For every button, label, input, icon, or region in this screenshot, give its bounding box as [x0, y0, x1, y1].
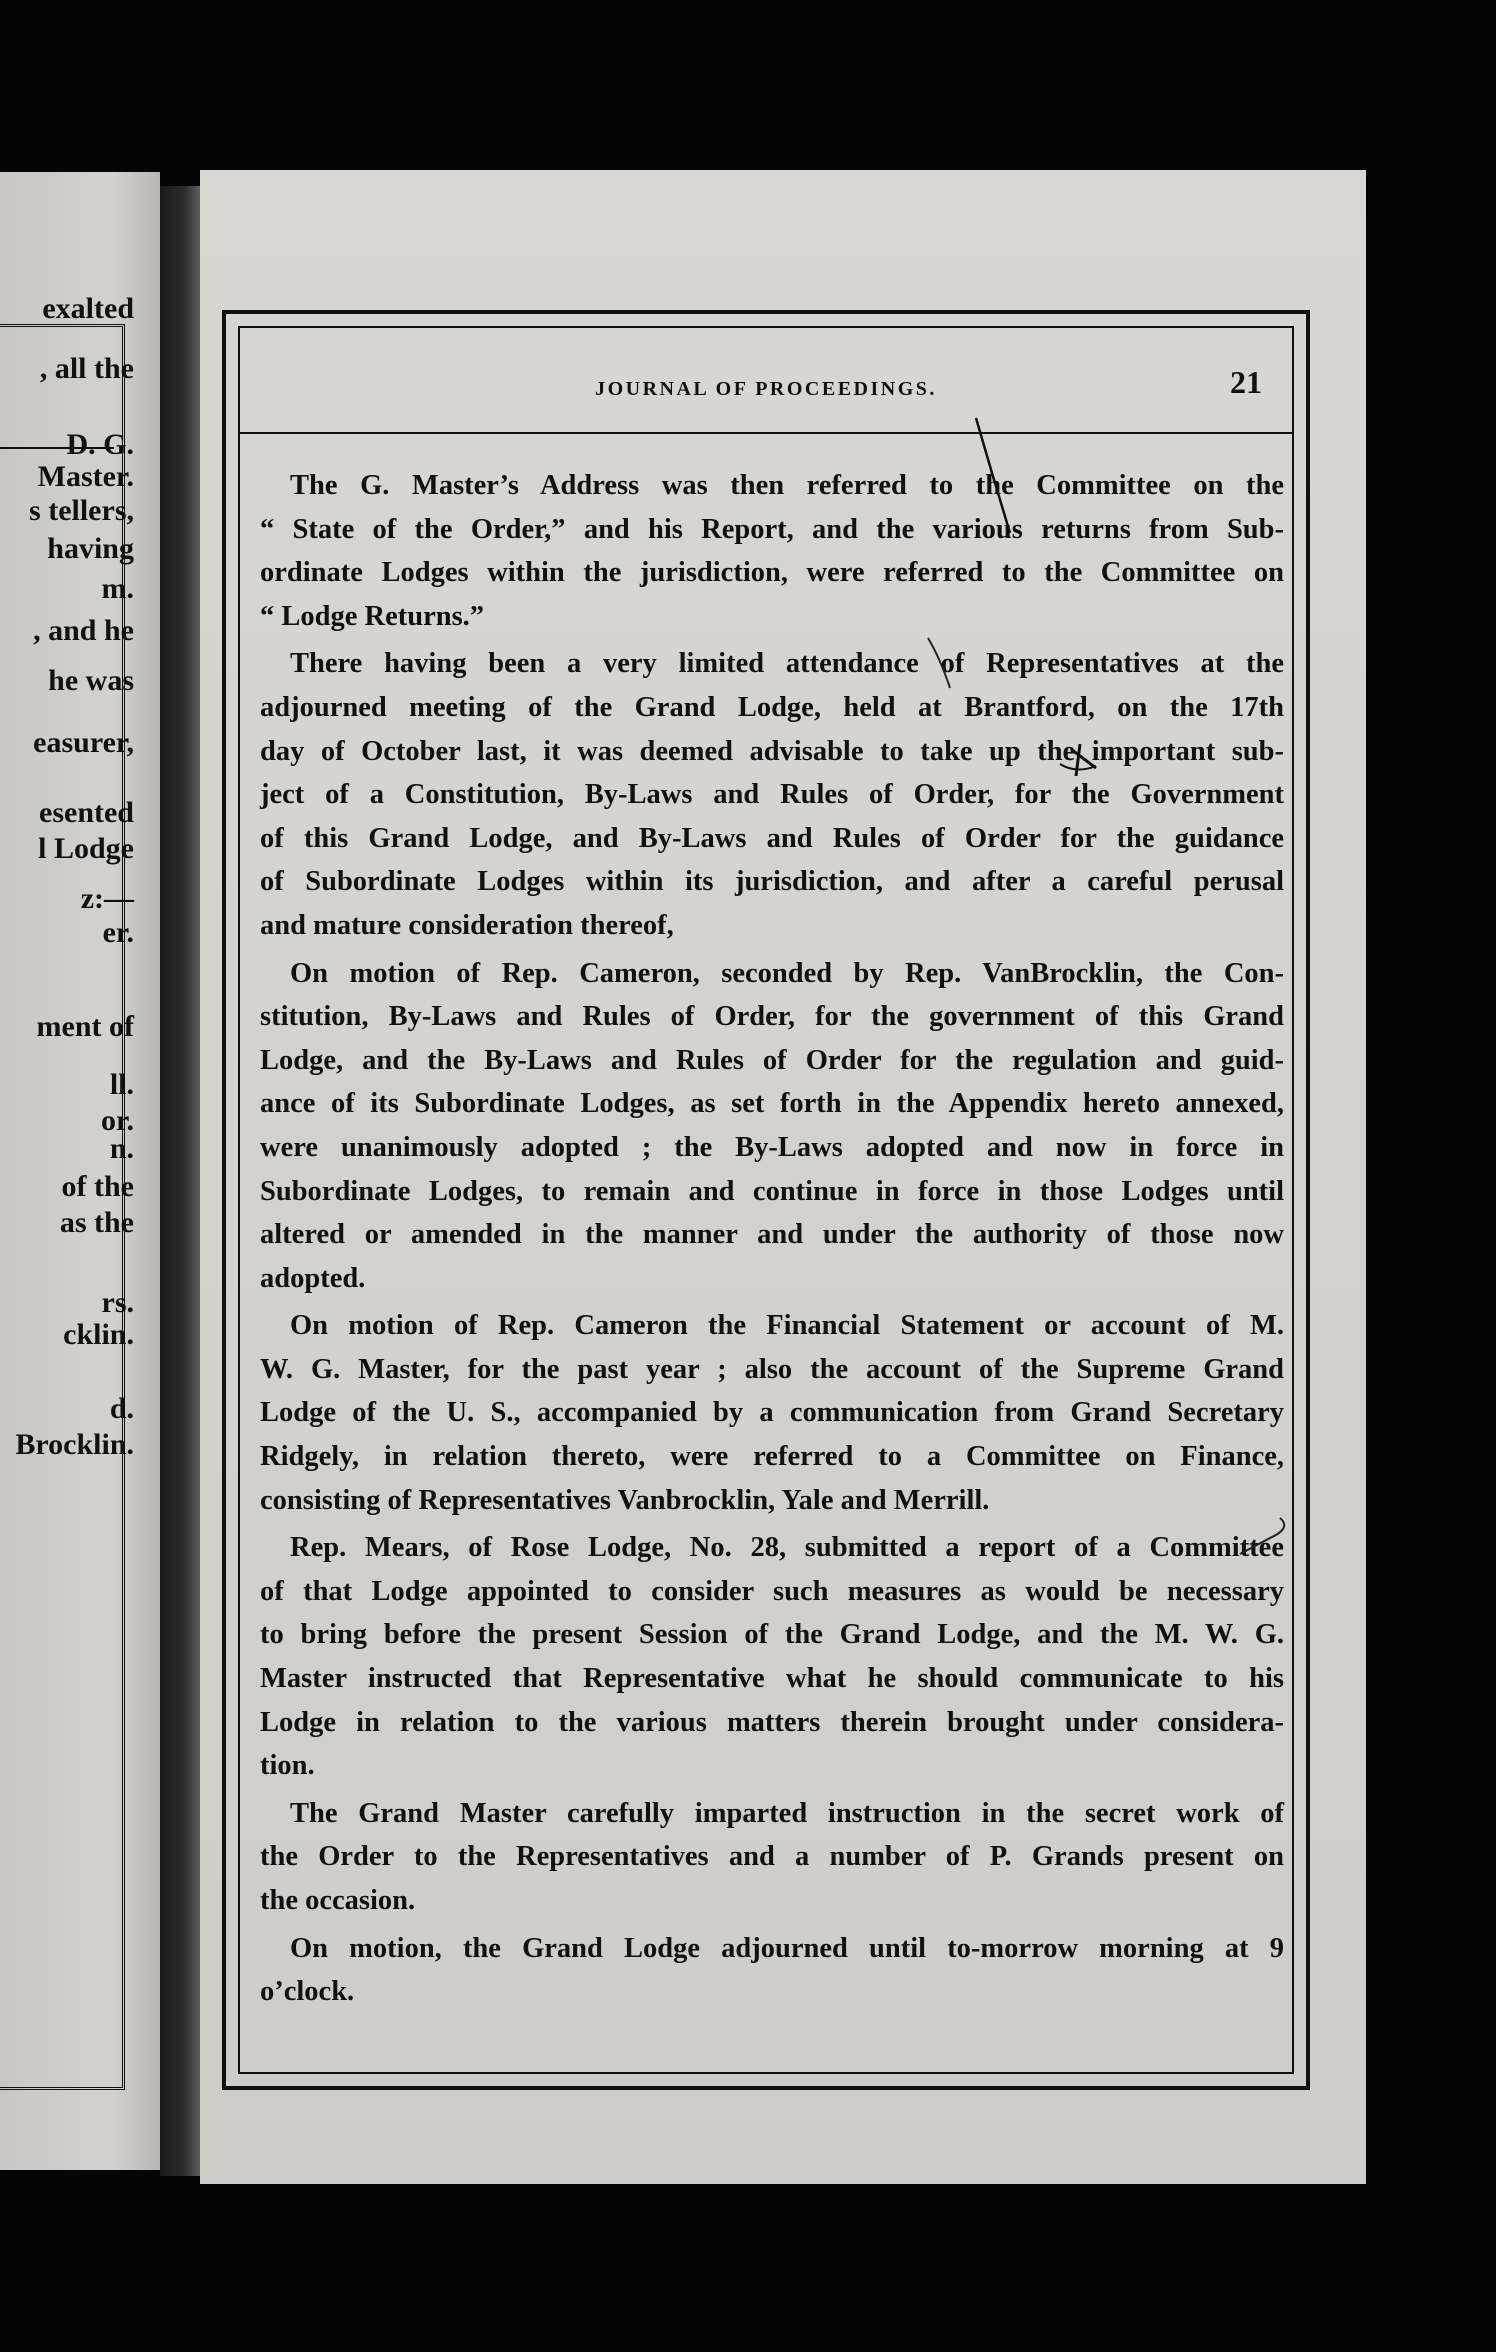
paragraph — [260, 1304, 1284, 1522]
text-line: tion. — [260, 1750, 315, 1782]
text-line: altered or amended in the manner and under the authority of those now — [260, 1219, 1284, 1251]
text-line: Lodge in relation to the various matters therein brought under considera- — [260, 1706, 1284, 1738]
previous-page-line: d. — [109, 1392, 134, 1425]
previous-page-line: Brocklin. — [15, 1428, 134, 1461]
previous-page-line: or. — [100, 1104, 134, 1137]
text-line: Lodge of the U. S., accompanied by a communication from Grand Secretary — [260, 1397, 1284, 1429]
previous-page-line: l Lodge — [38, 832, 134, 865]
text-line: o’clock. — [260, 1976, 355, 2008]
previous-page-line: having — [47, 532, 134, 565]
body-text — [260, 464, 1284, 2018]
book-page — [200, 170, 1366, 2184]
previous-page-line: of the — [61, 1170, 134, 1203]
paragraph — [260, 642, 1284, 947]
text-line: day of October last, it was deemed advisable to take up the important sub- — [260, 735, 1284, 767]
text-line: of this Grand Lodge, and By-Laws and Rules of Order for the guidance — [260, 822, 1284, 854]
previous-page-line: n. — [109, 1132, 134, 1165]
running-head: JOURNAL OF PROCEEDINGS. — [595, 378, 937, 400]
text-line: “ Lodge Returns.” — [260, 600, 485, 632]
previous-page-line: s tellers, — [29, 494, 134, 527]
text-line: of that Lodge appointed to consider such measures as would be necessary — [260, 1575, 1284, 1607]
previous-page-line: z:— — [80, 882, 134, 915]
text-line: On motion of Rep. Cameron, seconded by Rep. VanBrocklin, the Con- — [290, 957, 1284, 989]
page-number: 21 — [1230, 364, 1262, 400]
previous-page-line: Master. — [37, 460, 134, 493]
text-line: Master instructed that Representative what he should communicate to his — [260, 1663, 1284, 1695]
page-border — [222, 310, 1310, 2090]
text-line: of Subordinate Lodges within its jurisdiction, and after a careful perusal — [260, 866, 1284, 898]
previous-page-line: D. G. — [66, 428, 134, 461]
text-line: “ State of the Order,” and his Report, and the various returns from Sub- — [260, 513, 1284, 545]
previous-page-line: exalted — [42, 292, 134, 325]
text-line: adjourned meeting of the Grand Lodge, held at Brantford, on the 17th — [260, 691, 1284, 723]
text-line: the Order to the Representatives and a number of P. Grands present on — [260, 1841, 1284, 1873]
text-line: consisting of Representatives Vanbrocklin, Yale and Merrill. — [260, 1484, 990, 1516]
previous-page-line: ll. — [109, 1068, 134, 1101]
text-line: The Grand Master carefully imparted instruction in the secret work of — [290, 1797, 1284, 1829]
previous-page-line: er. — [102, 916, 134, 949]
text-line: ject of a Constitution, By-Laws and Rules of Order, for the Government — [260, 779, 1284, 811]
text-line: Rep. Mears, of Rose Lodge, No. 28, submitted a report of a Committee — [290, 1532, 1284, 1564]
text-line: On motion, the Grand Lodge adjourned until to-morrow morning at 9 — [290, 1932, 1284, 1964]
header-rule — [240, 432, 1292, 434]
text-line: to bring before the present Session of the Grand Lodge, and the M. W. G. — [260, 1619, 1284, 1651]
text-line: and mature consideration thereof, — [260, 909, 674, 941]
paragraph — [260, 1927, 1284, 2014]
text-line: ance of its Subordinate Lodges, as set forth in the Appendix hereto annexed, — [260, 1088, 1284, 1120]
previous-page-line: he was — [48, 664, 134, 697]
previous-page-line: ment of — [36, 1010, 134, 1043]
text-line: ordinate Lodges within the jurisdiction, were referred to the Committee on — [260, 557, 1284, 589]
paragraph — [260, 464, 1284, 638]
paragraph — [260, 1526, 1284, 1788]
previous-page-line: m. — [101, 572, 134, 605]
text-line: adopted. — [260, 1262, 366, 1294]
paragraph — [260, 952, 1284, 1301]
text-line: Ridgely, in relation thereto, were referred to a Committee on Finance, — [260, 1441, 1284, 1473]
paragraph — [260, 1792, 1284, 1923]
previous-page-line: , and he — [33, 614, 134, 647]
previous-page-edge — [0, 172, 160, 2170]
text-line: There having been a very limited attendance of Representatives at the — [290, 648, 1284, 680]
previous-page-line: rs. — [101, 1286, 134, 1319]
text-line: On motion of Rep. Cameron the Financial Statement or account of M. — [290, 1310, 1284, 1342]
previous-page-line: as the — [59, 1206, 134, 1239]
text-line: Subordinate Lodges, to remain and continue in force in those Lodges until — [260, 1175, 1284, 1207]
previous-page-line: cklin. — [63, 1318, 134, 1351]
text-line: were unanimously adopted ; the By-Laws adopted and now in force in — [260, 1131, 1284, 1163]
previous-page-line: easurer, — [33, 726, 134, 759]
text-line: The G. Master’s Address was then referred to the Committee on the — [290, 470, 1284, 501]
book-gutter — [160, 186, 204, 2176]
previous-page-line: , all the — [39, 352, 134, 385]
previous-page-line: esented — [39, 796, 134, 829]
text-line: the occasion. — [260, 1885, 416, 1916]
text-line: Lodge, and the By-Laws and Rules of Order for the regulation and guid- — [260, 1044, 1284, 1076]
text-line: W. G. Master, for the past year ; also the account of the Supreme Grand — [260, 1353, 1284, 1385]
text-line: stitution, By-Laws and Rules of Order, for the government of this Grand — [260, 1001, 1284, 1033]
page-inner-border — [238, 326, 1294, 2074]
